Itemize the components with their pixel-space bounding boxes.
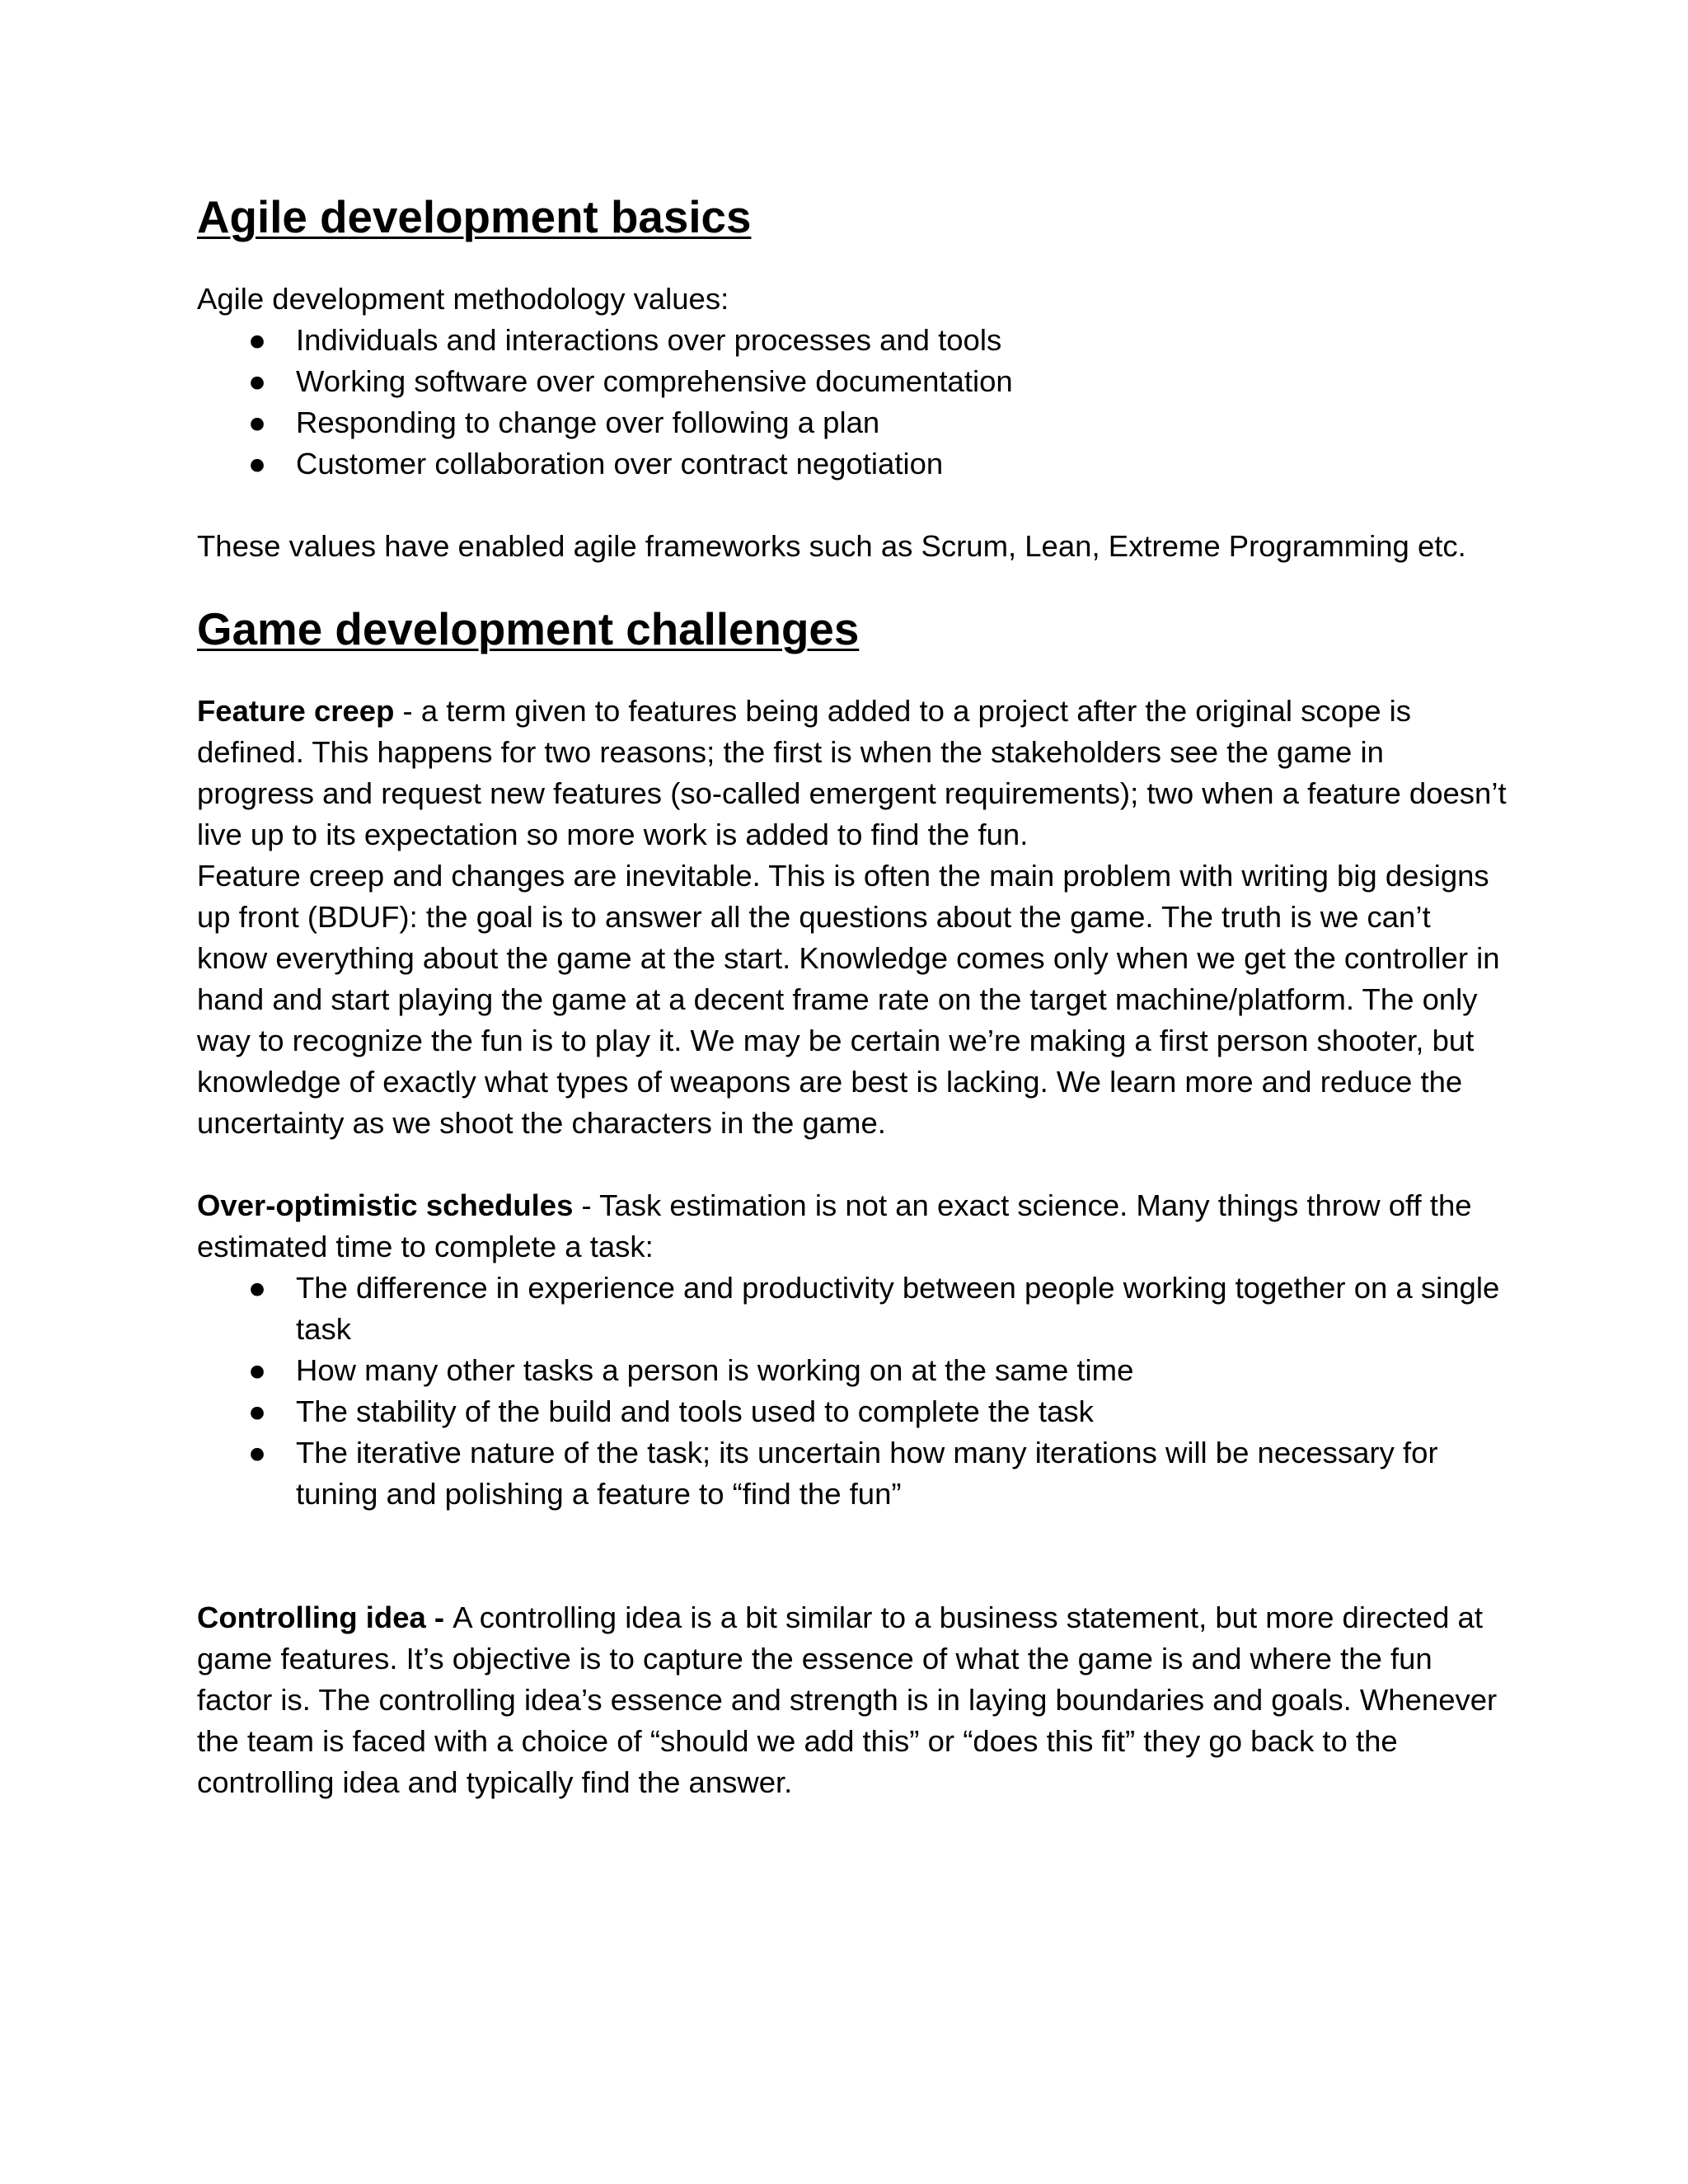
bullet-icon: ● xyxy=(248,1271,267,1305)
bullet-icon: ● xyxy=(248,447,267,480)
feature-creep-paragraph: Feature creep - a term given to features being added to a project after the original scope is defined. This happens for two reasons; the first is when the stakeholders see the game in progress and request new features (so-called emergent requirements); two when a feature doesn’t live up to its expectation so more work is added to find the fun. xyxy=(197,694,1507,851)
agile-values-list xyxy=(197,320,1507,485)
list-item: ● Customer collaboration over contract negotiation xyxy=(197,443,1507,485)
list-item: ● Individuals and interactions over processes and tools xyxy=(197,320,1507,361)
document-body xyxy=(197,191,1507,1803)
bullet-icon: ● xyxy=(248,364,267,398)
controlling-idea-term: Controlling idea - xyxy=(197,1601,453,1634)
agile-frameworks-note: These values have enabled agile frameworks such as Scrum, Lean, Extreme Programming etc. xyxy=(197,529,1466,563)
bullet-icon: ● xyxy=(248,1394,267,1428)
list-item: ● How many other tasks a person is working on at the same time xyxy=(197,1350,1507,1391)
schedules-list xyxy=(197,1268,1507,1515)
bullet-icon: ● xyxy=(248,405,267,439)
schedules-paragraph: Over-optimistic schedules - Task estimation is not an exact science. Many things throw off the estimated time to complete a task: xyxy=(197,1188,1472,1263)
controlling-idea-paragraph: Controlling idea - A controlling idea is a bit similar to a business statement, but more directed at game features. It’s objective is to capture the essence of what the game is and where the fun factor is. The controlling idea’s essence and strength is in laying boundaries and goals. Whenever the team is faced with a choice of “should we add this” or “does this fit” they go back to the controlling idea and typically find the answer. xyxy=(197,1601,1498,1799)
list-item: ● Working software over comprehensive documentation xyxy=(197,361,1507,402)
bullet-icon: ● xyxy=(248,1353,267,1387)
list-item: ● The stability of the build and tools used to complete the task xyxy=(197,1391,1507,1432)
list-item: ● The difference in experience and productivity between people working together on a single task xyxy=(197,1268,1507,1350)
agile-values-intro: Agile development methodology values: xyxy=(197,282,729,316)
schedules-term: Over-optimistic schedules xyxy=(197,1188,574,1222)
feature-creep-followup: Feature creep and changes are inevitable. This is often the main problem with writing big designs up front (BDUF): the goal is to answer all the questions about the game. The truth is we can’t know everything about the game at the start. Knowledge comes only when we get the controller in hand and start playing the game at a decent frame rate on the target machine/platform. The only way to recognize the fun is to play it. We may be certain we’re making a first person shooter, but knowledge of exactly what types of weapons are best is lacking. We learn more and reduce the uncertainty as we shoot the characters in the game. xyxy=(197,859,1500,1140)
heading-game-challenges: Game development challenges xyxy=(197,603,860,654)
heading-agile-basics: Agile development basics xyxy=(197,191,752,242)
list-item: ● Responding to change over following a plan xyxy=(197,402,1507,443)
feature-creep-term: Feature creep xyxy=(197,694,395,728)
bullet-icon: ● xyxy=(248,1436,267,1469)
list-item: ● The iterative nature of the task; its uncertain how many iterations will be necessary for tuning and polishing a feature to “find the fun” xyxy=(197,1432,1507,1515)
bullet-icon: ● xyxy=(248,323,267,357)
